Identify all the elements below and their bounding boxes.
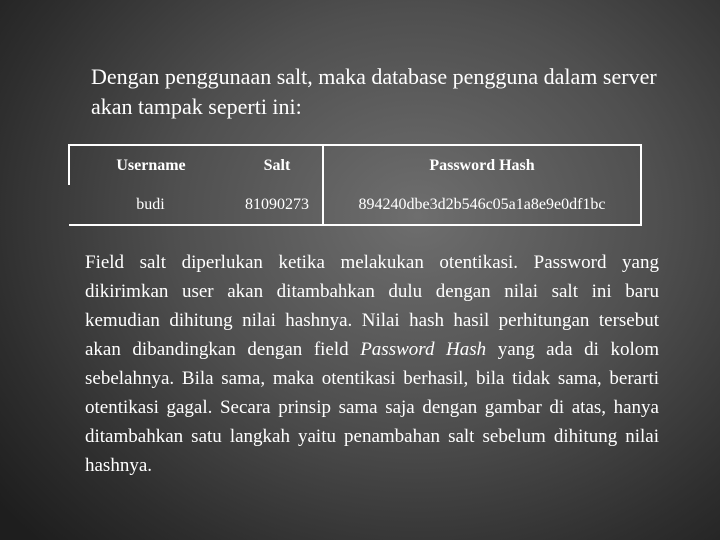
- cell-salt: 81090273: [232, 185, 323, 225]
- body-text-emphasis: Password Hash: [360, 339, 487, 360]
- body-paragraph: [85, 248, 659, 480]
- cell-username: budi: [69, 185, 232, 225]
- header-salt: Salt: [232, 145, 323, 185]
- body-text-part1: Field salt diperlukan ketika melakukan otentikasi. Password yang dikirimkan user akan ditambahkan dulu dengan nilai salt ini baru kemudian dihitung nilai hashnya. Nilai hash hasil perhitungan tersebut akan dibandingkan dengan field: [85, 252, 659, 360]
- cell-password-hash: 894240dbe3d2b546c05a1a8e9e0df1bc: [323, 185, 641, 225]
- table-row: [69, 185, 641, 225]
- intro-text: Dengan penggunaan salt, maka database pengguna dalam server akan tampak seperti ini:: [91, 64, 657, 119]
- header-username: Username: [69, 145, 232, 185]
- body-text-part2: yang ada di kolom sebelahnya. Bila sama, maka otentikasi berhasil, bila tidak sama, berarti otentikasi gagal. Secara prinsip sama saja dengan gambar di atas, hanya ditambahkan satu langkah yaitu penambahan salt sebelum dihitung nilai hashnya.: [85, 339, 659, 476]
- user-table: [68, 144, 642, 226]
- table-header-row: [69, 145, 641, 185]
- header-password-hash: Password Hash: [323, 145, 641, 185]
